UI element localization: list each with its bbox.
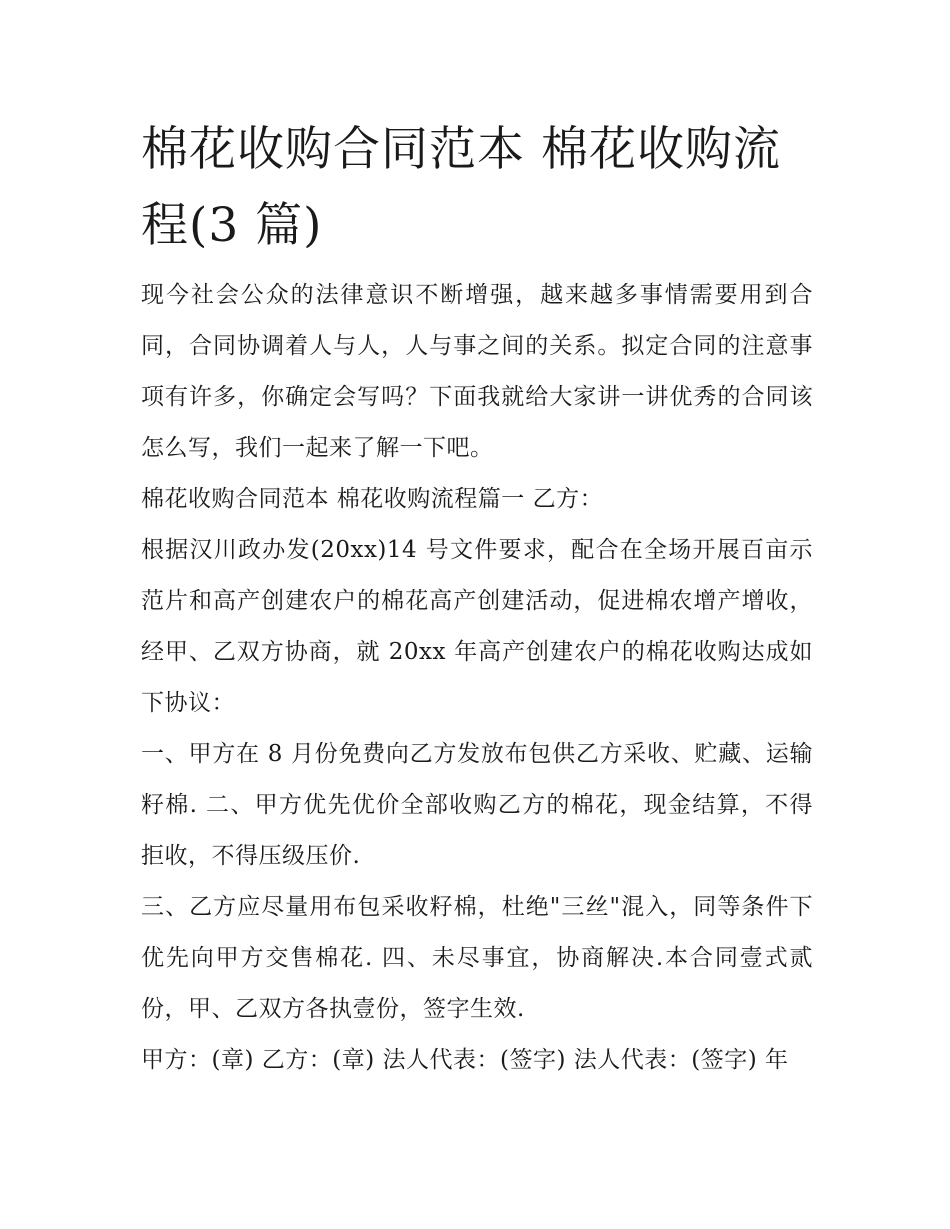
signature-line: 甲方：(章) 乙方：(章) 法人代表：(签字) 法人代表：(签字) 年 xyxy=(141,1047,789,1073)
document-page xyxy=(141,112,813,1086)
section-heading: 棉花收购合同范本 棉花收购流程篇一 乙方： xyxy=(141,486,604,512)
contract-preamble: 根据汉川政办发(20xx)14 号文件要求，配合在全场开展百亩示范片和高产创建农户的棉花高产创建活动，促进棉农增产增收，经甲、乙双方协商，就 20xx 年高产创建农户的棉花收购达成如下协议： xyxy=(141,537,813,716)
clause-three-four: 三、乙方应尽量用布包采收籽棉，杜绝"三丝"混入，同等条件下优先向甲方交售棉花. 四、未尽事宜，协商解决.本合同壹式贰份，甲、乙双方各执壹份，签字生效. xyxy=(141,894,813,1022)
intro-paragraph: 现今社会公众的法律意识不断增强，越来越多事情需要用到合同，合同协调着人与人，人与事之间的关系。拟定合同的注意事项有许多，你确定会写吗？下面我就给大家讲一讲优秀的合同该怎么写，我们一起来了解一下吧。 xyxy=(141,282,813,461)
clause-one-two: 一、甲方在 8 月份免费向乙方发放布包供乙方采收、贮藏、运输籽棉. 二、甲方优先优价全部收购乙方的棉花，现金结算，不得拒收，不得压级压价. xyxy=(141,741,813,869)
document-title: 棉花收购合同范本 棉花收购流程(3 篇) xyxy=(141,122,781,253)
